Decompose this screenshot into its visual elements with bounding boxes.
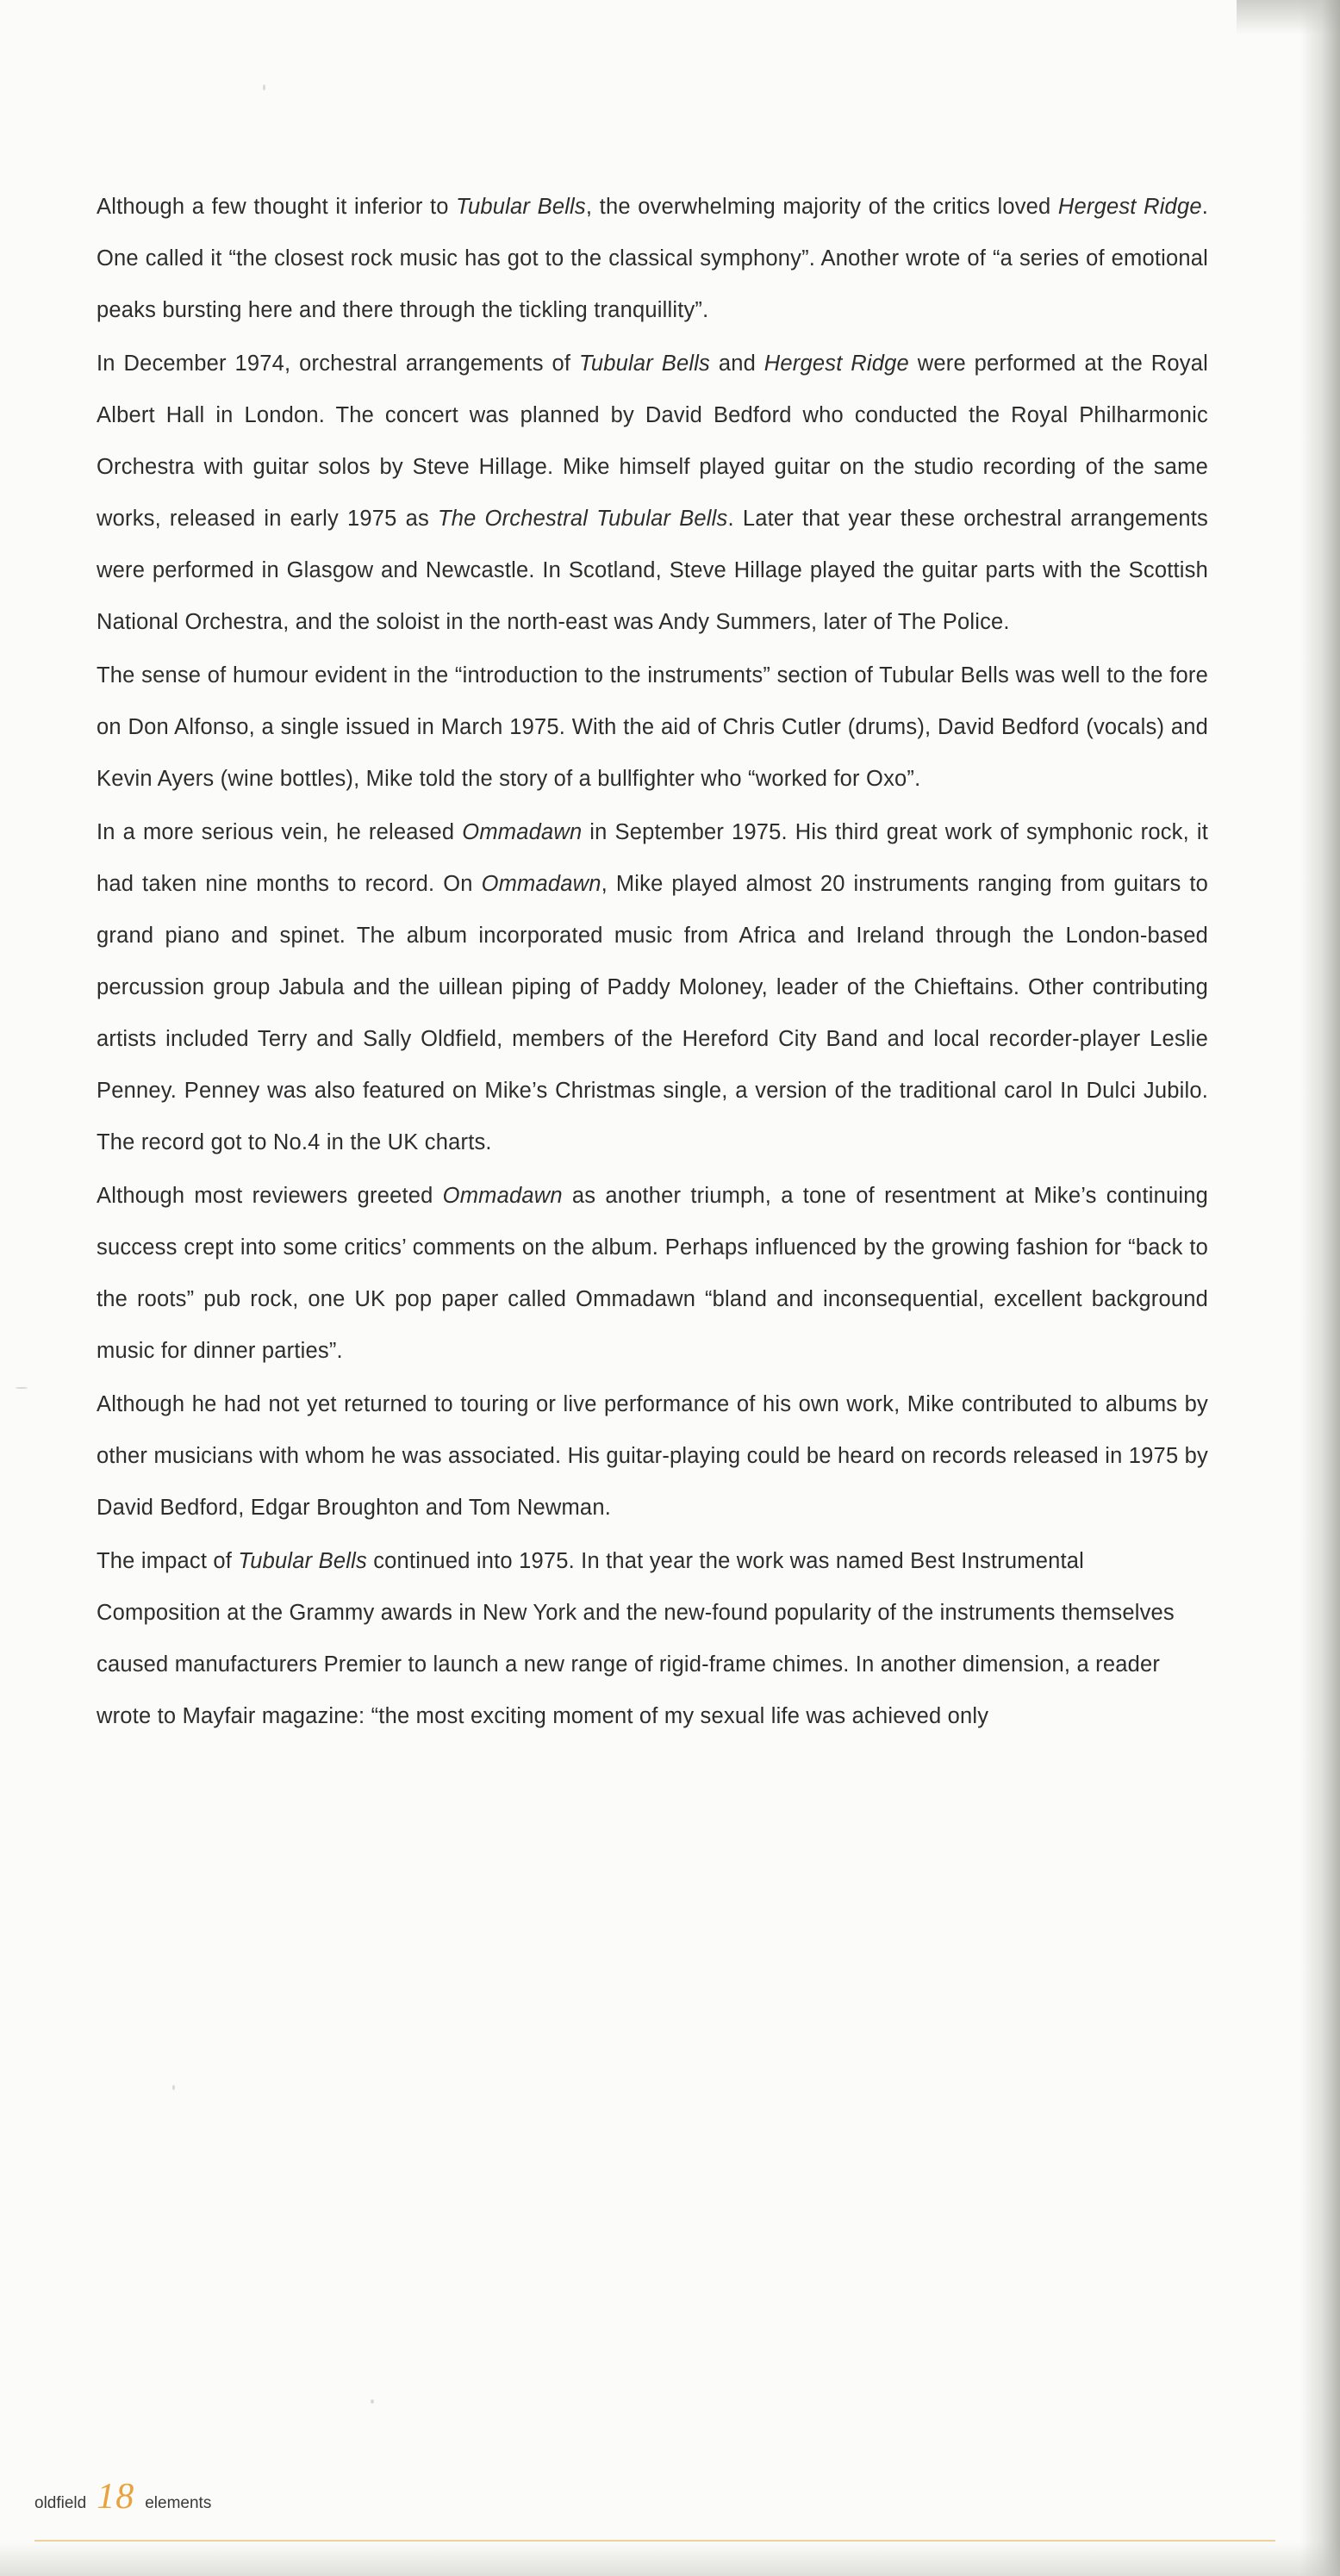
scan-edge-shadow-right <box>1300 0 1340 2576</box>
body-text-column <box>97 181 1208 1744</box>
paragraph: In a more serious vein, he released Ommadawn in September 1975. His third great work of symphonic rock, it had taken nine months to record. On Ommadawn, Mike played almost 20 instruments ranging from guitars to grand piano and spinet. The album incorporated music from Africa and Ireland through the London-based percussion group Jabula and the uillean piping of Paddy Moloney, leader of the Chieftains. Other contributing artists included Terry and Sally Oldfield, members of the Hereford City Band and local recorder-player Leslie Penney. Penney was also featured on Mike’s Christmas single, a version of the traditional carol In Dulci Jubilo. The record got to No.4 in the UK charts. <box>97 820 1208 1154</box>
paragraph: The sense of humour evident in the “introduction to the instruments” section of Tubular Bells was well to the fore on Don Alfonso, a single issued in March 1975. With the aid of Chris Cutler (drums), David Bedford (vocals) and Kevin Ayers (wine bottles), Mike told the story of a bullfighter who “worked for Oxo”. <box>97 663 1208 791</box>
paragraph: The impact of Tubular Bells continued into 1975. In that year the work was named Best Instrumental Composition at the Grammy awards in New York and the new-found popularity of the instruments themselves caused manufacturers Premier to launch a new range of rigid-frame chimes. In another dimension, a reader wrote to Mayfair magazine: “the most exciting moment of my sexual life was achieved only <box>97 1549 1175 1728</box>
paragraph: Although most reviewers greeted Ommadawn as another triumph, a tone of resentment at Mike’s continuing success crept into some critics’ comments on the album. Perhaps influenced by the growing fashion for “back to the roots” pub rock, one UK pop paper called Ommadawn “bland and inconsequential, excellent background music for dinner parties”. <box>97 1184 1208 1363</box>
paragraph: In December 1974, orchestral arrangements of Tubular Bells and Hergest Ridge were performed at the Royal Albert Hall in London. The concert was planned by David Bedford who conducted the Royal Philharmonic Orchestra with guitar solos by Steve Hillage. Mike himself played guitar on the studio recording of the same works, released in early 1975 as The Orchestral Tubular Bells. Later that year these orchestral arrangements were performed in Glasgow and Newcastle. In Scotland, Steve Hillage played the guitar parts with the Scottish National Orchestra, and the soloist in the north-east was Andy Summers, later of The Police. <box>97 352 1209 634</box>
page-number: 18 <box>97 2477 135 2517</box>
paragraph: Although he had not yet returned to touring or live performance of his own work, Mike contributed to albums by other musicians with whom he was associated. His guitar-playing could be heard on records released in 1975 by David Bedford, Edgar Broughton and Tom Newman. <box>97 1392 1208 1520</box>
scan-speck <box>371 2399 374 2404</box>
scan-speck <box>16 1387 28 1389</box>
page-footer <box>0 2473 1340 2576</box>
footer-right-label: elements <box>145 2494 212 2512</box>
footer-content <box>34 2476 211 2517</box>
paragraph: Although a few thought it inferior to Tubular Bells, the overwhelming majority of the critics loved Hergest Ridge. One called it “the closest rock music has got to the classical symphony”. Another wrote of “a series of emotional peaks bursting here and there through the tickling tranquillity”. <box>97 195 1208 322</box>
footer-left-label: oldfield <box>34 2494 87 2512</box>
scan-speck <box>172 2085 175 2090</box>
footer-divider <box>34 2540 1275 2542</box>
scan-speck <box>263 84 265 90</box>
